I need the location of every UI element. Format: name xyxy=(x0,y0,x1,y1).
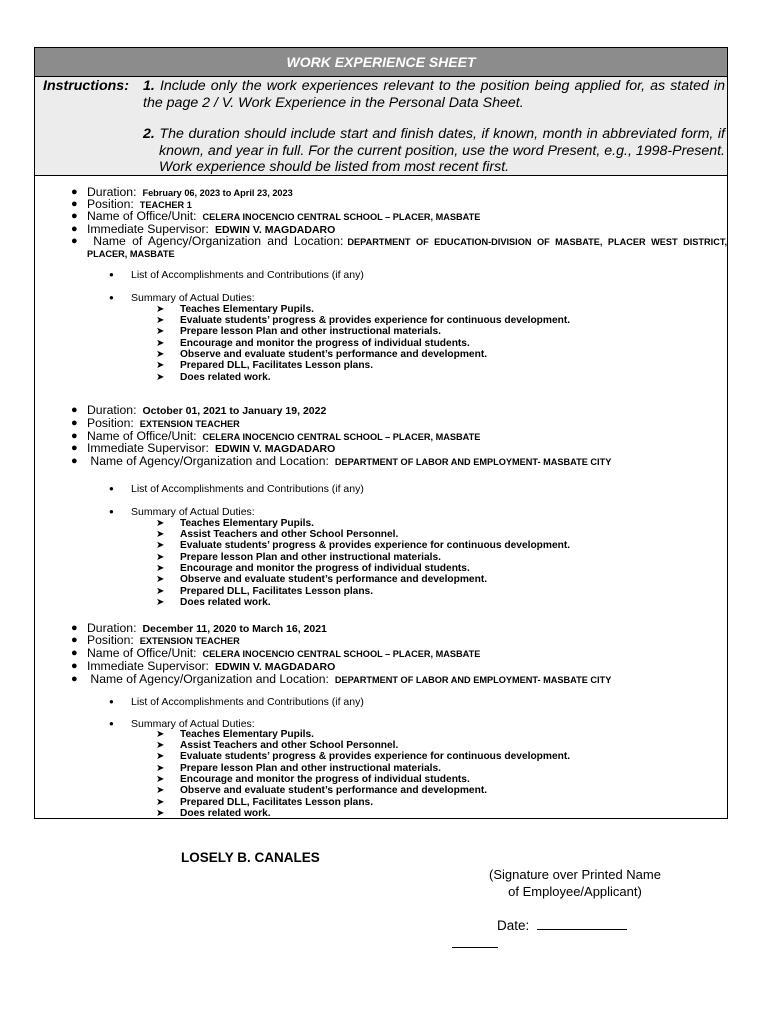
duty-item: ➤ Prepare lesson Plan and other instructional materials. xyxy=(156,763,441,774)
arrow-icon: ➤ xyxy=(156,763,165,774)
agency-row: ● Name of Agency/Organization and Location: DEPARTMENT OF LABOR AND EMPLOYMENT- MASBATE CITY xyxy=(71,454,612,468)
summary-row: ● Summary of Actual Duties: xyxy=(109,506,255,518)
duty-item: ➤ Evaluate students’ progress & provides experience for continuous development. xyxy=(156,315,571,326)
duty-item: ➤ Does related work. xyxy=(156,597,271,608)
office-value: CELERA INOCENCIO CENTRAL SCHOOL – PLACER, MASBATE xyxy=(202,432,481,442)
office-row: ● Name of Office/Unit: CELERA INOCENCIO CENTRAL SCHOOL – PLACER, MASBATE xyxy=(71,429,481,443)
bullet-icon: ● xyxy=(71,210,78,222)
duty-item: ➤ Does related work. xyxy=(156,808,271,819)
arrow-icon: ➤ xyxy=(156,338,165,349)
duty-item: ➤ Evaluate students’ progress & provides experience for continuous development. xyxy=(156,540,571,551)
date-blank-line[interactable] xyxy=(537,917,627,930)
bullet-icon: ● xyxy=(71,647,78,659)
arrow-icon: ➤ xyxy=(156,518,165,529)
arrow-icon: ➤ xyxy=(156,326,165,337)
duty-item: ➤ Assist Teachers and other School Personnel. xyxy=(156,529,399,540)
duty-item: ➤ Observe and evaluate student’s performance and development. xyxy=(156,574,488,585)
duty-item: ➤ Teaches Elementary Pupils. xyxy=(156,518,315,529)
arrow-icon: ➤ xyxy=(156,808,165,819)
duty-item: ➤ Prepare lesson Plan and other instructional materials. xyxy=(156,326,441,337)
summary-row: ● Summary of Actual Duties: xyxy=(109,718,255,730)
duty-item: ➤ Prepared DLL, Facilitates Lesson plans. xyxy=(156,360,374,371)
work-experience-sheet xyxy=(34,47,728,819)
arrow-icon: ➤ xyxy=(156,751,165,762)
position-value: EXTENSION TEACHER xyxy=(139,419,240,429)
duty-item: ➤ Encourage and monitor the progress of individual students. xyxy=(156,563,470,574)
duty-item: ➤ Observe and evaluate student’s performance and development. xyxy=(156,349,488,360)
bullet-icon: ● xyxy=(71,660,78,672)
summary-row: ● Summary of Actual Duties: xyxy=(109,292,255,304)
arrow-icon: ➤ xyxy=(156,785,165,796)
agency-value: DEPARTMENT OF LABOR AND EMPLOYMENT- MASBATE CITY xyxy=(334,675,612,685)
bullet-icon: ● xyxy=(71,223,78,235)
duration-row: ● Duration: December 11, 2020 to March 16, 2021 xyxy=(71,621,327,635)
duty-item: ➤ Encourage and monitor the progress of individual students. xyxy=(156,338,470,349)
duty-item: ➤ Does related work. xyxy=(156,372,271,383)
duty-item: ➤ Teaches Elementary Pupils. xyxy=(156,304,315,315)
accomplishments-row: ● List of Accomplishments and Contributions (if any) xyxy=(109,483,364,495)
supervisor-value: EDWIN V. MAGDADARO xyxy=(214,661,336,673)
signature-blank-line xyxy=(452,947,498,948)
position-row: ● Position: EXTENSION TEACHER xyxy=(71,416,240,430)
date-field xyxy=(497,917,627,933)
office-row: ● Name of Office/Unit: CELERA INOCENCIO CENTRAL SCHOOL – PLACER, MASBATE xyxy=(71,209,481,223)
bullet-icon: ● xyxy=(71,622,78,634)
duration-row: ● Duration: October 01, 2021 to January 19, 2022 xyxy=(71,403,327,417)
office-value: CELERA INOCENCIO CENTRAL SCHOOL – PLACER, MASBATE xyxy=(202,649,481,659)
agency-row: ● Name of Agency/Organization and Location: DEPARTMENT OF LABOR AND EMPLOYMENT- MASBATE CITY xyxy=(71,672,612,686)
agency-value: DEPARTMENT OF EDUCATION-DIVISION OF MASBATE, PLACER WEST DISTRICT, PLACER, MASBATE xyxy=(87,237,728,259)
bullet-icon: ● xyxy=(71,198,78,210)
arrow-icon: ➤ xyxy=(156,729,165,740)
supervisor-value: EDWIN V. MAGDADARO xyxy=(214,224,336,236)
bullet-icon: ● xyxy=(109,270,114,279)
arrow-icon: ➤ xyxy=(156,774,165,785)
signature-caption-line-2: of Employee/Applicant) xyxy=(508,884,642,899)
bullet-icon: ● xyxy=(109,293,114,302)
arrow-icon: ➤ xyxy=(156,597,165,608)
supervisor-value: EDWIN V. MAGDADARO xyxy=(214,443,336,455)
position-value: TEACHER 1 xyxy=(139,200,192,210)
bullet-icon: ● xyxy=(71,417,78,429)
duration-value: October 01, 2021 to January 19, 2022 xyxy=(142,405,327,417)
signature-caption-line-1: (Signature over Printed Name xyxy=(489,867,661,882)
duty-item: ➤ Evaluate students’ progress & provides experience for continuous development. xyxy=(156,751,571,762)
arrow-icon: ➤ xyxy=(156,797,165,808)
bullet-icon: ● xyxy=(109,507,114,516)
duty-item: ➤ Assist Teachers and other School Personnel. xyxy=(156,740,399,751)
instructions-label: Instructions: xyxy=(43,78,129,94)
duty-item: ➤ Encourage and monitor the progress of individual students. xyxy=(156,774,470,785)
bullet-icon: ● xyxy=(71,673,78,685)
arrow-icon: ➤ xyxy=(156,529,165,540)
arrow-icon: ➤ xyxy=(156,552,165,563)
arrow-icon: ➤ xyxy=(156,540,165,551)
arrow-icon: ➤ xyxy=(156,360,165,371)
duration-row: ● Duration: February 06, 2023 to April 23, 2023 xyxy=(71,185,293,199)
instruction-2 xyxy=(143,126,725,176)
supervisor-row: ● Immediate Supervisor: EDWIN V. MAGDADARO xyxy=(71,222,336,236)
instructions-box xyxy=(35,77,727,176)
office-row: ● Name of Office/Unit: CELERA INOCENCIO CENTRAL SCHOOL – PLACER, MASBATE xyxy=(71,646,481,660)
arrow-icon: ➤ xyxy=(156,586,165,597)
bullet-icon: ● xyxy=(71,404,78,416)
duration-value: December 11, 2020 to March 16, 2021 xyxy=(142,623,327,635)
office-value: CELERA INOCENCIO CENTRAL SCHOOL – PLACER, MASBATE xyxy=(202,212,481,222)
instruction-1-number: 1. xyxy=(143,78,155,94)
date-label: Date: xyxy=(497,918,530,933)
duty-item: ➤ Observe and evaluate student’s performance and development. xyxy=(156,785,488,796)
applicant-name: LOSELY B. CANALES xyxy=(181,850,320,865)
position-value: EXTENSION TEACHER xyxy=(139,636,240,646)
position-row: ● Position: TEACHER 1 xyxy=(71,197,192,211)
bullet-icon: ● xyxy=(71,430,78,442)
bullet-icon: ● xyxy=(71,186,78,198)
duty-item: ➤ Teaches Elementary Pupils. xyxy=(156,729,315,740)
duty-item: ➤ Prepare lesson Plan and other instructional materials. xyxy=(156,552,441,563)
arrow-icon: ➤ xyxy=(156,372,165,383)
instruction-1 xyxy=(143,78,725,111)
agency-value: DEPARTMENT OF LABOR AND EMPLOYMENT- MASBATE CITY xyxy=(334,457,612,467)
bullet-icon: ● xyxy=(71,455,78,467)
bullet-icon: ● xyxy=(109,697,114,706)
position-row: ● Position: EXTENSION TEACHER xyxy=(71,633,240,647)
instruction-1-text: Include only the work experiences relevant to the position being applied for, as stated in the page 2 / V. Work Experience in the Personal Data Sheet. xyxy=(143,78,725,111)
agency-row: ● Name of Agency/Organization and Location: DEPARTMENT OF EDUCATION-DIVISION OF MASBATE, PLACER WEST DISTRICT, PLACER, MASBATE xyxy=(71,234,728,259)
arrow-icon: ➤ xyxy=(156,304,165,315)
arrow-icon: ➤ xyxy=(156,740,165,751)
instruction-2-number: 2. xyxy=(143,126,155,142)
supervisor-row: ● Immediate Supervisor: EDWIN V. MAGDADARO xyxy=(71,441,336,455)
bullet-icon: ● xyxy=(71,235,78,247)
duration-value: February 06, 2023 to April 23, 2023 xyxy=(142,188,293,198)
arrow-icon: ➤ xyxy=(156,349,165,360)
bullet-icon: ● xyxy=(71,634,78,646)
bullet-icon: ● xyxy=(109,719,114,728)
signature-caption xyxy=(470,866,680,900)
arrow-icon: ➤ xyxy=(156,315,165,326)
bullet-icon: ● xyxy=(109,484,114,493)
accomplishments-row: ● List of Accomplishments and Contributions (if any) xyxy=(109,269,364,281)
bullet-icon: ● xyxy=(71,442,78,454)
duty-item: ➤ Prepared DLL, Facilitates Lesson plans. xyxy=(156,586,374,597)
sheet-title: WORK EXPERIENCE SHEET xyxy=(35,48,727,77)
arrow-icon: ➤ xyxy=(156,563,165,574)
arrow-icon: ➤ xyxy=(156,574,165,585)
accomplishments-row: ● List of Accomplishments and Contributions (if any) xyxy=(109,696,364,708)
instruction-2-text: The duration should include start and finish dates, if known, month in abbreviated form, if known, and year in full. For the current position, use the word Present, e.g., 1998-Present. Work experience should be listed from most recent first. xyxy=(159,126,725,175)
supervisor-row: ● Immediate Supervisor: EDWIN V. MAGDADARO xyxy=(71,659,336,673)
duty-item: ➤ Prepared DLL, Facilitates Lesson plans. xyxy=(156,797,374,808)
